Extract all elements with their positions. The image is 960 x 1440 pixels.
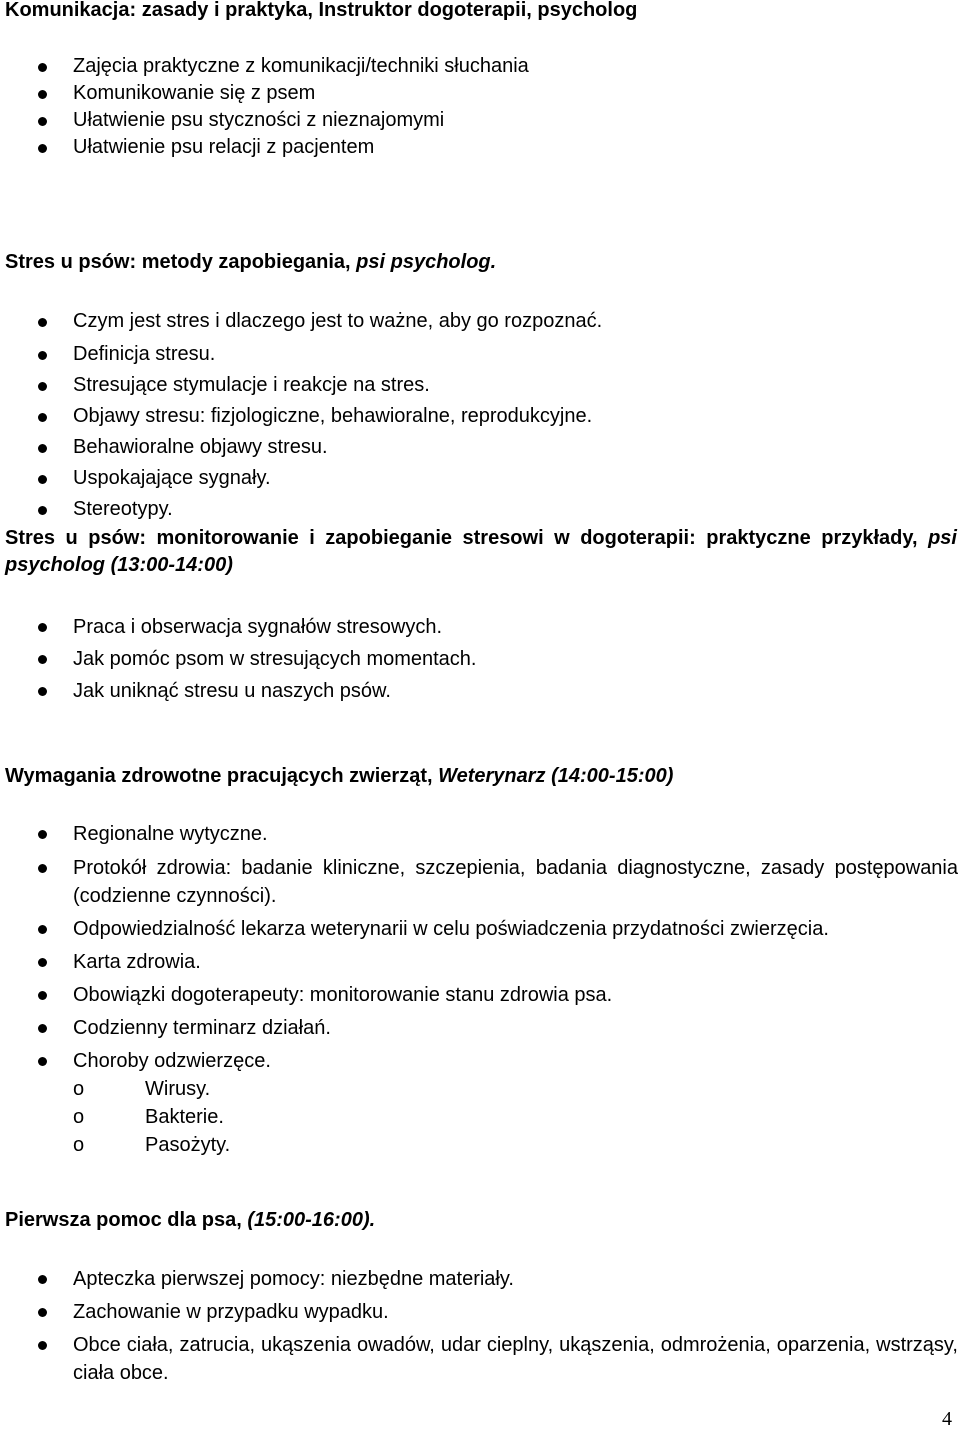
bullet-icon — [38, 864, 47, 873]
list-item: Jak uniknąć stresu u naszych psów. — [0, 677, 958, 705]
stress-monitoring-list — [0, 613, 958, 705]
bullet-icon — [38, 351, 47, 360]
bullet-icon — [38, 444, 47, 453]
bullet-icon — [38, 144, 47, 153]
section-heading-health-requirements: Wymagania zdrowotne pracujących zwierząt, Weterynarz (14:00-15:00) — [5, 765, 674, 787]
list-item: Stereotypy. — [0, 496, 958, 523]
stress-prevention-list — [0, 308, 958, 523]
bullet-icon — [38, 63, 47, 72]
bullet-icon — [38, 655, 47, 664]
list-item: Odpowiedzialność lekarza weterynarii w celu poświadczenia przydatności zwierzęcia. — [0, 915, 958, 943]
bullet-icon — [38, 1275, 47, 1284]
circle-bullet-icon: o — [73, 1078, 85, 1100]
bullet-icon — [38, 991, 47, 1000]
list-item: Jak pomóc psom w stresujących momentach. — [0, 645, 958, 673]
bullet-icon — [38, 475, 47, 484]
bullet-icon — [38, 1024, 47, 1033]
bullet-icon — [38, 925, 47, 934]
list-item: Behawioralne objawy stresu. — [0, 434, 958, 461]
list-item: Praca i obserwacja sygnałów stresowych. — [0, 613, 958, 641]
bullet-icon — [38, 318, 47, 327]
list-item: Czym jest stres i dlaczego jest to ważne, aby go rozpoznać. — [0, 308, 958, 335]
bullet-icon — [38, 382, 47, 391]
list-item: Obowiązki dogoterapeuty: monitorowanie stanu zdrowia psa. — [0, 981, 958, 1009]
page-number: 4 — [942, 1408, 952, 1430]
list-item: Objawy stresu: fizjologiczne, behawioralne, reprodukcyjne. — [0, 403, 958, 430]
bullet-icon — [38, 1308, 47, 1317]
bullet-icon — [38, 1341, 47, 1350]
list-item: Zajęcia praktyczne z komunikacji/techniki słuchania — [0, 53, 958, 80]
list-item: Regionalne wytyczne. — [0, 820, 958, 848]
section-heading-stress-prevention: Stres u psów: metody zapobiegania, psi psycholog. — [5, 251, 497, 273]
communication-list — [0, 53, 958, 161]
bullet-icon — [38, 623, 47, 632]
list-item: Komunikowanie się z psem — [0, 80, 958, 107]
first-aid-list — [0, 1265, 958, 1387]
list-item: Definicja stresu. — [0, 341, 958, 368]
bullet-icon — [38, 506, 47, 515]
sub-list-item: o Wirusy. — [73, 1075, 958, 1103]
list-item: Ułatwienie psu styczności z nieznajomymi — [0, 107, 958, 134]
bullet-icon — [38, 90, 47, 99]
list-item: Stresujące stymulacje i reakcje na stres. — [0, 372, 958, 399]
bullet-icon — [38, 413, 47, 422]
sub-list-item: o Pasożyty. — [73, 1131, 958, 1159]
bullet-icon — [38, 830, 47, 839]
list-item: Uspokajające sygnały. — [0, 465, 958, 492]
sub-list-item: o Bakterie. — [73, 1103, 958, 1131]
list-item: Karta zdrowia. — [0, 948, 958, 976]
bullet-icon — [38, 958, 47, 967]
section-heading-first-aid: Pierwsza pomoc dla psa, (15:00-16:00). — [5, 1209, 376, 1231]
list-item: Ułatwienie psu relacji z pacjentem — [0, 134, 958, 161]
list-item: Codzienny terminarz działań. — [0, 1014, 958, 1042]
circle-bullet-icon: o — [73, 1106, 85, 1128]
list-item: Apteczka pierwszej pomocy: niezbędne materiały. — [0, 1265, 958, 1293]
list-item: Obce ciała, zatrucia, ukąszenia owadów, udar cieplny, ukąszenia, odmrożenia, oparzenia, wstrząsy, ciała obce. — [0, 1331, 958, 1387]
bullet-icon — [38, 687, 47, 696]
section-heading-communication: Komunikacja: zasady i praktyka, Instruktor dogoterapii, psycholog — [5, 0, 638, 21]
section-heading-stress-monitoring: Stres u psów: monitorowanie i zapobieganie stresowi w dogoterapii: praktyczne przykłady, psi psycholog (13:00-14:00) — [5, 527, 957, 576]
list-item: Protokół zdrowia: badanie kliniczne, szczepienia, badania diagnostyczne, zasady postępowania (codzienne czynności). — [0, 854, 958, 910]
zoonoses-sublist — [73, 1075, 958, 1159]
bullet-icon — [38, 1057, 47, 1066]
bullet-icon — [38, 117, 47, 126]
list-item: Zachowanie w przypadku wypadku. — [0, 1298, 958, 1326]
list-item: Choroby odzwierzęce. o Wirusy. o Bakterie. o Pasożyty. — [0, 1047, 958, 1159]
circle-bullet-icon: o — [73, 1134, 85, 1156]
health-requirements-list — [0, 820, 958, 1159]
